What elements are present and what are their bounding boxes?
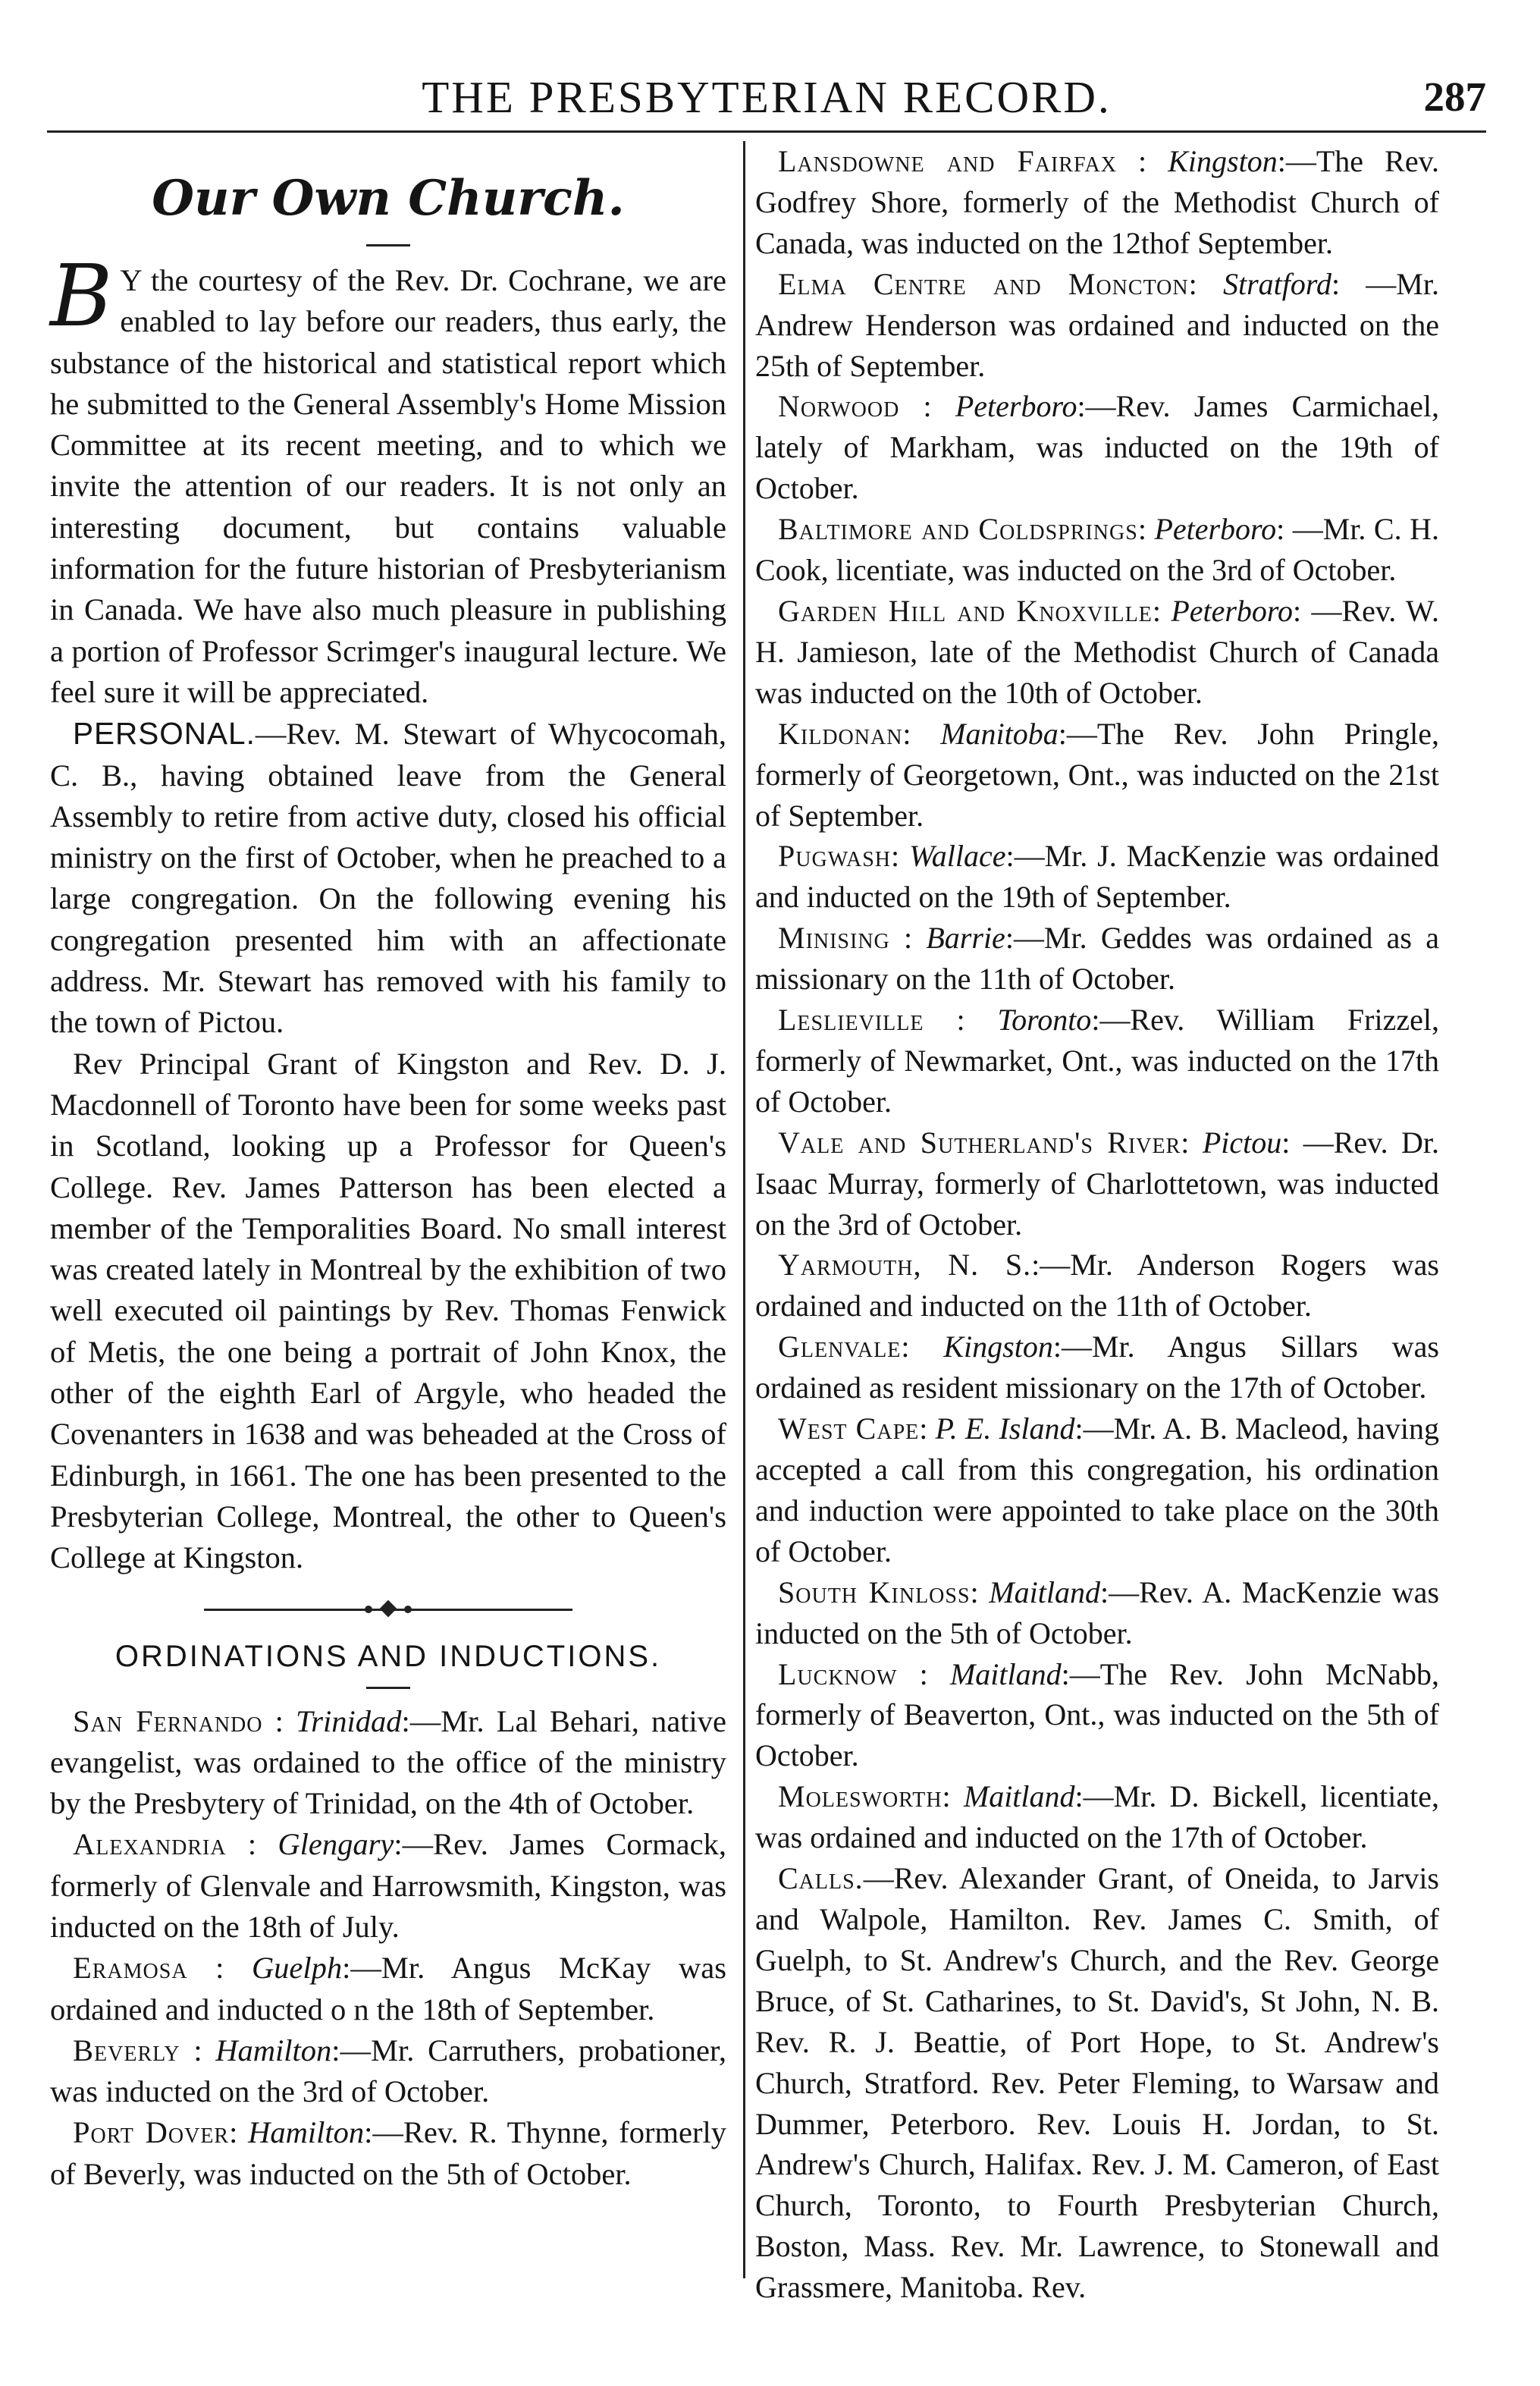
left-column	[50, 141, 726, 2195]
entry-paragraph	[755, 1122, 1439, 1245]
entry-paragraph	[755, 1000, 1439, 1122]
entry-place: Lansdowne and Fairfax	[778, 144, 1117, 178]
entry-separator: :	[187, 1951, 252, 1986]
entry-place: Molesworth	[778, 1779, 943, 1814]
entry-separator: :	[1137, 512, 1155, 547]
entry-separator: :	[901, 1330, 944, 1364]
entry-presbytery: Glengary	[278, 1827, 394, 1862]
entry-text: :—Mr. Lal Behari, native evangelist, was ordained to the office of the ministry by the Presbytery of Trinidad, on the 4th of October.	[50, 1703, 726, 1821]
column-divider	[743, 141, 745, 2278]
entry-separator: :	[902, 716, 941, 751]
entry-place: Alexandria	[73, 1827, 227, 1862]
entry-separator: :	[262, 1703, 296, 1738]
page-number: 287	[1423, 74, 1486, 120]
entry-paragraph	[755, 1245, 1439, 1326]
entry-place: Leslieville	[778, 1003, 924, 1038]
entry-separator: :	[226, 1827, 278, 1862]
publication-title: THE PRESBYTERIAN RECORD.	[422, 72, 1112, 122]
entry-separator: :	[1116, 144, 1168, 178]
entry-paragraph	[755, 386, 1439, 509]
entry-place: Eramosa	[73, 1951, 188, 1986]
entry-presbytery: P. E. Island	[935, 1411, 1075, 1446]
entry-text: :—Rev. R. Thynne, formerly of Beverly, was inducted on the 5th of October.	[50, 2115, 726, 2191]
entry-text: :—Mr. Geddes was ordained as a missionary on the 11th of October.	[755, 921, 1439, 997]
intro-paragraph	[50, 247, 726, 713]
entry-presbytery: Manitoba	[940, 716, 1059, 751]
entry-presbytery: Peterboro	[955, 389, 1077, 424]
entry-presbytery: Kingston	[943, 1330, 1053, 1364]
entry-text: :—Mr. J. MacKenzie was ordained and inducted on the 19th of September.	[755, 839, 1439, 915]
entry-paragraph	[755, 591, 1439, 714]
entry-presbytery: Stratford	[1222, 266, 1331, 301]
entry-separator: :	[897, 1656, 950, 1691]
entry-paragraph	[755, 918, 1439, 1000]
entry-separator: :	[891, 839, 910, 874]
entry-place: Kildonan	[778, 716, 903, 751]
entry-text: :—Rev. A. MacKenzie was inducted on the 5th of October.	[755, 1574, 1440, 1650]
entry-separator: :	[899, 389, 955, 424]
personal-text: —Rev. M. Stewart of Whycocomah, C. B., having obtained leave from the General Assembly to retire from active duty, closed his official ministry on the first of October, when he preached to a large congregation. On the following evening his congregation presented him with an affectionate address. Mr. Stewart has removed with his family to the town of Pictou.	[50, 717, 726, 1040]
entry-separator: :	[889, 921, 927, 956]
entry-separator: :	[919, 1411, 936, 1446]
entry-paragraph	[755, 1326, 1439, 1408]
entry-separator: :	[924, 1003, 998, 1038]
drop-cap: B	[50, 247, 113, 346]
entry-presbytery: Trinidad	[295, 1703, 402, 1738]
entry-place: Norwood	[778, 389, 900, 424]
entry-text: :—Mr. Anderson Rogers was ordained and inducted on the 11th of October.	[755, 1248, 1440, 1323]
entry-text: :—Mr. D. Bickell, licentiate, was ordained and inducted on the 17th of October.	[755, 1779, 1439, 1855]
entry-paragraph	[755, 836, 1439, 918]
entry-paragraph	[755, 141, 1439, 264]
intro-text: Y the courtesy of the Rev. Dr. Cochrane, we are enabled to lay before our readers, thus early, the substance of the historical and statistical report which he submitted to the General Assembly's Home Mission Committee at its recent meeting, and to which we invite the attention of our readers. It is not only an interesting document, but contains valuable information for the future historian of Presbyterianism in Canada. We have also much pleasure in publishing a portion of Professor Scrimger's inaugural lecture. We feel sure it will be appreciated.	[50, 263, 726, 709]
right-column	[755, 141, 1439, 2308]
entry-place: Baltimore and Coldsprings	[778, 512, 1138, 547]
entry-paragraph	[755, 1654, 1439, 1777]
entry-place: Pugwash	[778, 839, 892, 874]
entry-text: : —Rev. Dr. Isaac Murray, formerly of Charlottetown, was inducted on the 3rd of October.	[755, 1125, 1439, 1242]
entry-text: :—Rev. William Frizzel, formerly of Newmarket, Ont., was inducted on the 17th of October.	[755, 1003, 1439, 1119]
entry-separator: :	[180, 2033, 216, 2067]
entry-paragraph	[755, 264, 1439, 387]
entry-presbytery: Peterboro	[1154, 512, 1277, 547]
section-rule	[366, 1687, 410, 1689]
entry-text: :—Rev. James Carmichael, lately of Markham, was inducted on the 19th of October.	[755, 389, 1439, 506]
entry-paragraph	[755, 1408, 1439, 1572]
entry-separator: :	[1188, 266, 1223, 301]
entry-paragraph	[755, 1572, 1439, 1654]
entry-place: Minising	[778, 921, 890, 956]
entry-presbytery: Toronto	[997, 1003, 1092, 1038]
entry-text: :—Mr. A. B. Macleod, having accepted a call from this congregation, his ordination and induction were appointed to take place on the 30th of October.	[755, 1411, 1439, 1568]
entry-separator: :	[970, 1574, 990, 1609]
entry-presbytery: Guelph	[251, 1951, 343, 1986]
entry-paragraph	[50, 1824, 726, 1948]
entry-paragraph	[755, 1776, 1439, 1858]
entry-place: San Fernando	[73, 1703, 263, 1738]
calls-text: —Rev. Alexander Grant, of Oneida, to Jarvis and Walpole, Hamilton. Rev. James C. Smith, of Guelph, to St. Andrew's Church, and the Rev. George Bruce, of St. Catharines, to St. David's, St John, N. B. Rev. R. J. Beattie, of Port Hope, to St. Andrew's Church, Stratford. Rev. Peter Fleming, to Warsaw and Dummer, Peterboro. Rev. Louis H. Jordan, to St. Andrew's Church, Halifax. Rev. J. M. Cameron, of East Church, Toronto, to Fourth Presbyterian Church, Boston, Mass. Rev. Mr. Lawrence, to Stonewall and Grassmere, Manitoba. Rev.	[755, 1861, 1439, 2305]
grant-paragraph: Rev Principal Grant of Kingston and Rev. D. J. Macdonnell of Toronto have been for some weeks past in Scotland, looking up a Professor for Queen's College. Rev. James Patterson has been elected a member of the Temporalities Board. No small interest was created lately in Montreal by the exhibition of two well executed oil paintings by Rev. Thomas Fenwick of Metis, the one being a portrait of John Knox, the other of the eighth Earl of Argyle, who headed the Covenanters in 1638 and was beheaded at the Cross of Edinburgh, in 1661. The one has been presented to the Presbyterian College, Montreal, the other to Queen's College at Kingston.	[50, 1046, 726, 1575]
entry-paragraph	[755, 509, 1439, 591]
calls-paragraph	[755, 1858, 1439, 2308]
entry-presbytery: Maitland	[989, 1574, 1100, 1609]
entry-separator: :	[1181, 1125, 1203, 1160]
entry-separator: :	[942, 1779, 964, 1814]
masthead-rule	[366, 244, 410, 246]
calls-lead: Calls.	[778, 1861, 864, 1896]
entry-presbytery: Maitland	[963, 1779, 1075, 1814]
entry-text: :—Mr. Angus Sillars was ordained as resident missionary on the 17th of October.	[755, 1330, 1439, 1405]
entry-text: :—The Rev. Godfrey Shore, formerly of the Methodist Church of Canada, was inducted on the 12thof September.	[755, 144, 1439, 260]
entry-text: : —Rev. W. H. Jamieson, late of the Methodist Church of Canada was inducted on the 10th of October.	[755, 593, 1440, 710]
personal-paragraph	[50, 713, 726, 1043]
left-entries	[50, 1701, 726, 2196]
entry-paragraph	[50, 1948, 726, 2030]
entry-place: West Cape	[778, 1411, 920, 1446]
entry-presbytery: Hamilton	[215, 2033, 332, 2067]
ornamental-divider	[204, 1602, 572, 1617]
entry-presbytery: Barrie	[926, 921, 1005, 956]
entry-place: Lucknow	[778, 1656, 898, 1691]
entry-text: :—Mr. Carruthers, probationer, was inducted on the 3rd of October.	[50, 2033, 726, 2109]
section-masthead: Our Own Church.	[152, 170, 625, 227]
entry-paragraph	[50, 2030, 726, 2113]
section-heading: ORDINATIONS AND INDUCTIONS.	[114, 1639, 662, 1673]
entry-place: Yarmouth, N. S.	[778, 1248, 1032, 1282]
entry-text: :—Rev. James Cormack, formerly of Glenvale and Harrowsmith, Kingston, was inducted on the 18th of July.	[50, 1827, 726, 1944]
entry-paragraph	[50, 2112, 726, 2195]
entry-place: South Kinloss	[778, 1574, 971, 1609]
entry-text: :—Mr. Angus McKay was ordained and inducted o n the 18th of September.	[50, 1951, 726, 2027]
entry-presbytery: Kingston	[1168, 144, 1278, 178]
entry-text: :—The Rev. John Pringle, formerly of Georgetown, Ont., was inducted on the 21st of September.	[755, 716, 1439, 833]
running-head	[47, 64, 1486, 133]
entry-presbytery: Wallace	[909, 839, 1006, 874]
entry-paragraph	[50, 1701, 726, 1825]
entry-paragraph	[755, 714, 1439, 837]
personal-lead: PERSONAL.	[73, 716, 256, 752]
entry-text: : —Mr. Andrew Henderson was ordained and inducted on the 25th of September.	[755, 266, 1439, 383]
entry-text: :—The Rev. John McNabb, formerly of Beaverton, Ont., was inducted on the 5th of October.	[755, 1656, 1439, 1773]
entry-separator: :	[229, 2115, 249, 2150]
entry-place: Glenvale	[778, 1330, 902, 1364]
entry-text: : —Mr. C. H. Cook, licentiate, was inducted on the 3rd of October.	[755, 512, 1439, 588]
entry-presbytery: Peterboro	[1171, 593, 1294, 628]
entry-place: Beverly	[73, 2033, 180, 2067]
entry-place: Garden Hill and Knoxville	[778, 593, 1153, 628]
entry-place: Vale and Sutherland's River	[778, 1125, 1181, 1160]
entry-place: Port Dover	[73, 2115, 230, 2150]
entry-presbytery: Maitland	[949, 1656, 1062, 1691]
entry-presbytery: Pictou	[1202, 1125, 1282, 1160]
entry-separator: :	[1152, 593, 1171, 628]
entry-place: Elma Centre and Moncton	[778, 266, 1189, 301]
entry-presbytery: Hamilton	[248, 2115, 365, 2150]
